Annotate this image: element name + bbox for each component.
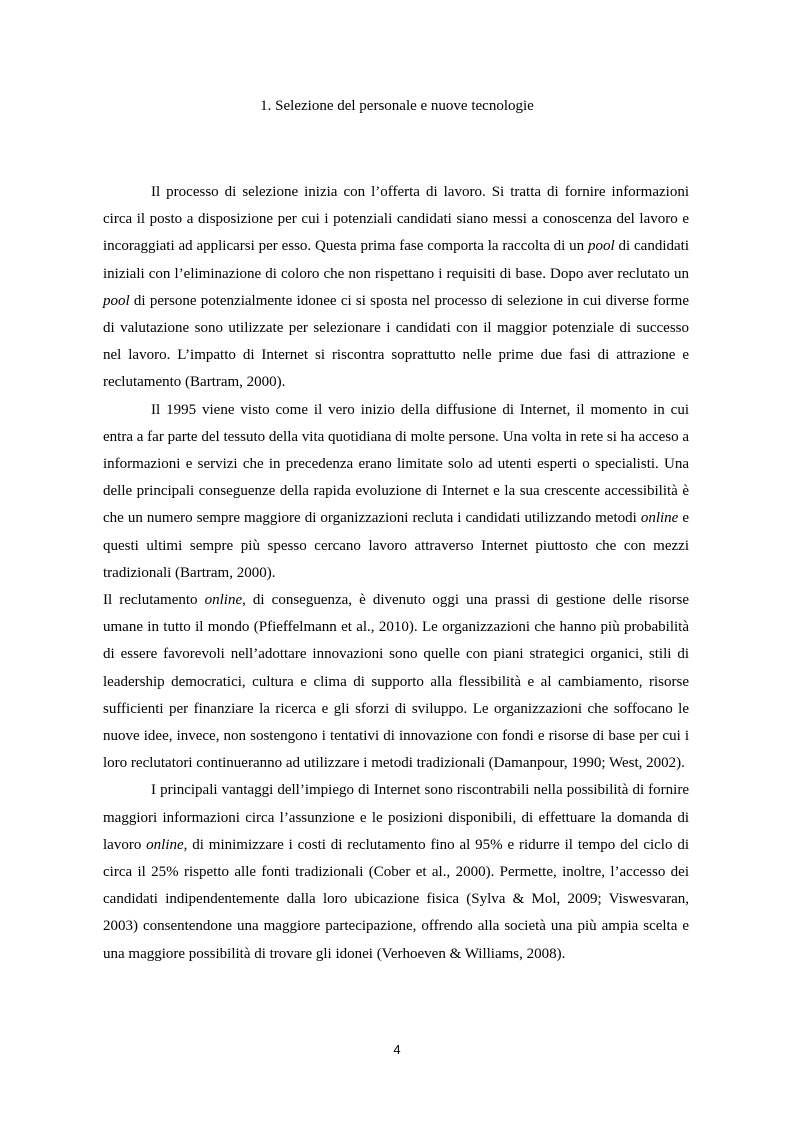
paragraph (103, 397, 689, 587)
paragraph (103, 587, 689, 777)
italic-term: online (146, 836, 184, 853)
text-run: Il reclutamento (103, 592, 205, 609)
italic-term: pool (588, 238, 615, 255)
paragraph (103, 179, 689, 397)
text-run: I principali vantaggi dell’impiego di Internet sono riscontrabili nella possibilità di fornire maggiori informazioni circa l’assunzione e le posizioni disponibili, di effettuare la domanda di lavoro (103, 782, 689, 853)
paragraph (103, 777, 689, 967)
italic-term: online (640, 510, 679, 527)
italic-term: online (204, 592, 243, 609)
text-run: , di conseguenza, è divenuto oggi una prassi di gestione delle risorse umane in tutto il mondo (Pfieffelmann et al., 2010). Le organizzazioni che hanno più probabilità di essere favorevoli nell’adottare innovazioni sono quelle con piani strategici organici, stili di leadership democratici, cultura e clima di supporto alla flessibilità e al cambiamento, risorse sufficienti per finanziare la ricerca e gli sforzi di sviluppo. Le organizzazioni che soffocano le nuove idee, invece, non sostengono i tentativi di innovazione con fondi e risorse di base per cui i loro reclutatori continueranno ad utilizzare i metodi tradizionali (Damanpour, 1990; West, 2002). (103, 592, 689, 772)
text-run: Il processo di selezione inizia con l’offerta di lavoro. Si tratta di fornire informazioni circa il posto a disposizione per cui i potenziali candidati siano messi a conoscenza del lavoro e incoraggiati ad applicarsi per esso. Questa prima fase comporta la raccolta di un (103, 184, 689, 255)
italic-term: pool (103, 292, 130, 309)
text-run: Il 1995 viene visto come il vero inizio della diffusione di Internet, il momento in cui entra a far parte del tessuto della vita quotidiana di molte persone. Una volta in rete si ha acceso a informazioni e servizi che in precedenza erano limitate solo ad utenti esperti o specialisti. Una delle principali conseguenze della rapida evoluzione di Internet e la sua crescente accessibilità è che un numero sempre maggiore di organizzazioni recluta i candidati utilizzando metodi (103, 401, 689, 527)
page-number: 4 (393, 1042, 401, 1057)
body-text (103, 179, 689, 968)
text-run: , di minimizzare i costi di reclutamento fino al 95% e ridurre il tempo del ciclo di circa il 25% rispetto alle fonti tradizionali (Cober et al., 2000). Permette, inoltre, l’accesso dei candidati indipendentemente dalla loro ubicazione fisica (Sylva & Mol, 2009; Viswesvaran, 2003) consentendone una maggiore partecipazione, offrendo alla società una più ampia scelta e una maggiore possibilità di trovare gli idonei (Verhoeven & Williams, 2008). (103, 836, 689, 962)
text-run: di persone potenzialmente idonee ci si sposta nel processo di selezione in cui diverse forme di valutazione sono utilizzate per selezionare i candidati con il maggior potenziale di successo nel lavoro. L’impatto di Internet si riscontra soprattutto nelle prime due fasi di attrazione e reclutamento (Bartram, 2000). (103, 292, 689, 391)
text-run: e questi ultimi sempre più spesso cercano lavoro attraverso Internet piuttosto che con mezzi tradizionali (Bartram, 2000). (103, 510, 689, 581)
text-run: di candidati iniziali con l’eliminazione di coloro che non rispettano i requisiti di base. Dopo aver reclutato un (103, 238, 689, 282)
section-title: 1. Selezione del personale e nuove tecnologie (260, 98, 534, 114)
